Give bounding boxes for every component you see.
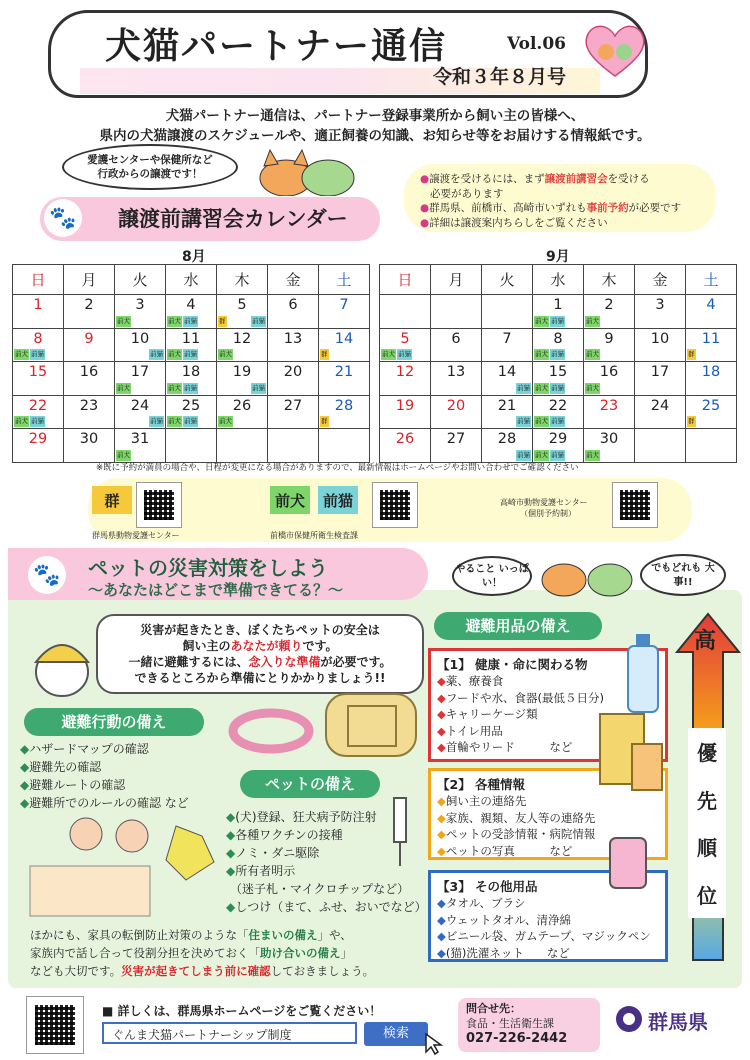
day-cell <box>686 429 737 463</box>
list-item: ◆避難所でのルールの確認 など <box>20 796 189 810</box>
cat-dog-illustration <box>256 148 356 196</box>
day-cell <box>268 429 319 463</box>
intro-line: 県内の犬猫譲渡のスケジュールや、適正飼養の知識、お知らせ等をお届けする情報紙です。 <box>99 128 651 144</box>
cat-dog-illustration <box>538 552 636 598</box>
list-item: ◆フードや水、食器(最低５日分) <box>437 690 604 705</box>
weekday-sat: 土 <box>686 265 737 295</box>
box-heading: 【2】 各種情報 <box>437 777 526 792</box>
takasaki-qr-code[interactable] <box>612 482 658 528</box>
weekday-thu: 木 <box>217 265 268 295</box>
closing-message <box>30 926 450 980</box>
phone-photo-icon <box>600 836 656 890</box>
gunma-qr-code[interactable] <box>136 482 182 528</box>
contact-box <box>458 998 600 1052</box>
list-item: ◆家族、親類、友人等の連絡先 <box>437 810 596 825</box>
list-item: ◆(猫)洗濯ネット など <box>437 945 570 960</box>
list-item: ◆避難先の確認 <box>20 760 102 774</box>
list-item: ◆ノミ・ダニ駆除 <box>226 846 320 860</box>
list-item: ◆避難ルートの確認 <box>20 778 126 792</box>
maebashi-label: 前橋市保健所衛生検査課 <box>270 531 358 540</box>
day-cell: 14 前猫 <box>482 362 533 396</box>
day-cell <box>217 429 268 463</box>
box-heading: 【3】 その他用品 <box>437 879 538 894</box>
intro-text <box>30 106 720 146</box>
schedule-caution: ※既に予約が満員の場合や、日程が変更になる場合がありますので、最新情報はホームページやお問い合わせでご確認ください <box>96 463 579 473</box>
day-cell: 30 前犬 <box>584 429 635 463</box>
speech-line: できるところから準備にとりかかりましょう!! <box>134 671 386 685</box>
homepage-qr-code[interactable] <box>26 996 84 1054</box>
contact-dept: 食品・生活衛生課 <box>466 1017 554 1030</box>
day-cell: 13 <box>431 362 482 396</box>
day-cell: 28 群 <box>319 395 370 429</box>
closing-line: ほかにも、家具の転倒防止対策のような「住まいの備え」や、 <box>30 928 352 942</box>
speech-line: 飼い主のあなたが頼りです。 <box>182 639 338 653</box>
contact-phone[interactable]: 027-226-2442 <box>466 1031 568 1046</box>
closing-line: 家族内で話し合って役割分担を決めておく「助け合いの備え」 <box>30 946 352 960</box>
list-item: ◆(犬)登録、狂犬病予防注射 <box>226 810 377 824</box>
list-item: ◆各種ワクチンの接種 <box>226 828 343 842</box>
list-item: ◆しつけ（まて、ふせ、おいでなど） <box>226 900 427 914</box>
heart-cat-dog-icon <box>580 20 650 80</box>
day-cell: 19 前猫 <box>217 362 268 396</box>
day-cell <box>380 295 431 329</box>
day-cell: 10 前猫 <box>115 328 166 362</box>
day-cell: 15 <box>13 362 64 396</box>
list-item: ◆薬、療養食 <box>437 674 504 688</box>
day-cell: 11 群 <box>686 328 737 362</box>
day-cell: 2 <box>64 295 115 329</box>
day-cell: 24 前猫 <box>115 395 166 429</box>
gunma-center-label: 群馬県動物愛護センター <box>92 531 180 540</box>
weekday-sun: 日 <box>13 265 64 295</box>
day-cell: 21 前猫 <box>482 395 533 429</box>
day-cell: 4 前犬 前猫 <box>166 295 217 329</box>
day-cell: 3 前犬 <box>115 295 166 329</box>
disaster-title: ペットの災害対策をしよう <box>8 548 428 600</box>
day-cell: 18 <box>686 362 737 396</box>
day-cell: 12 前犬 <box>217 328 268 362</box>
day-cell: 8 前犬 前猫 <box>13 328 64 362</box>
note-2: ●群馬県、前橋市、高崎市いずれも事前予約が必要です <box>420 202 682 214</box>
day-cell <box>635 429 686 463</box>
day-cell: 1 前犬 前猫 <box>533 295 584 329</box>
day-cell: 7 <box>482 328 533 362</box>
day-cell <box>431 295 482 329</box>
weekday-sun: 日 <box>380 265 431 295</box>
day-cell: 18 前犬 前猫 <box>166 362 217 396</box>
list-item: ◆ハザードマップの確認 <box>20 742 149 756</box>
day-cell: 9 <box>64 328 115 362</box>
newsletter-title: 犬猫パートナー通信 <box>105 26 448 67</box>
bullet-icon: ■ <box>102 1004 114 1018</box>
list-item: ◆ビニール袋、ガムテープ、マジックペン <box>437 929 651 943</box>
intro-line: 犬猫パートナー通信は、パートナー登録事業所から飼い主の皆様へ、 <box>165 108 585 124</box>
syringe-icon <box>380 790 420 870</box>
search-input[interactable]: ぐんま犬猫パートナーシップ制度 <box>102 1022 357 1044</box>
speech-line: 災害が起きたとき、ぼくたちペットの安全は <box>140 623 380 637</box>
day-cell: 19 <box>380 395 431 429</box>
maebashi-dog-tag: 前犬 <box>117 316 130 325</box>
list-item: ◆ウェットタオル、清浄綿 <box>437 912 571 927</box>
day-cell: 14 群 <box>319 328 370 362</box>
day-cell <box>166 429 217 463</box>
pet-prep-title: ペットの備え <box>240 770 380 798</box>
list-item: ◆ペットの写真 など <box>437 843 573 858</box>
day-cell: 12 <box>380 362 431 396</box>
day-cell: 23 <box>64 395 115 429</box>
disaster-subtitle: ～あなたはどこまで準備できてる？～ <box>88 581 344 599</box>
list-item: ◆タオル、ブラシ <box>437 896 526 910</box>
day-cell: 30 <box>64 429 115 463</box>
priority-char: 順 <box>697 836 717 861</box>
day-cell: 20 <box>431 395 482 429</box>
bubble-all-important: でもどれも 大事!! <box>640 554 726 596</box>
paw-icon: 🐾 <box>44 199 82 237</box>
search-button[interactable]: 検索 <box>364 1022 428 1046</box>
bubble-line: 行政からの譲渡です！ <box>97 168 203 180</box>
day-cell: 8 前犬 前猫 <box>533 328 584 362</box>
day-cell: 24 <box>635 395 686 429</box>
weekday-sat: 土 <box>319 265 370 295</box>
day-cell: 28 前猫 <box>482 429 533 463</box>
day-cell: 6 <box>268 295 319 329</box>
see-homepage-text: ■ 詳しくは、群馬県ホームページをご覧ください！ <box>102 1004 382 1018</box>
evacuation-list <box>20 740 189 812</box>
day-cell: 31 前犬 <box>115 429 166 463</box>
day-cell: 25 前犬 前猫 <box>166 395 217 429</box>
gunma-pref-logo-text: 群馬県 <box>648 1010 708 1034</box>
takasaki-label: 高崎市動物愛護センター <box>500 498 588 507</box>
list-item: ◆所有者明示 <box>226 864 296 878</box>
pet-food-icon <box>596 704 666 794</box>
day-cell: 26 <box>380 429 431 463</box>
weekday-tue: 火 <box>482 265 533 295</box>
gunma-badge: 群 <box>92 486 132 514</box>
day-cell: 22 前犬 前猫 <box>13 395 64 429</box>
day-cell: 20 <box>268 362 319 396</box>
weekday-wed: 水 <box>166 265 217 295</box>
weekday-mon: 月 <box>431 265 482 295</box>
day-cell: 27 <box>268 395 319 429</box>
supplies-title: 避難用品の備え <box>434 612 602 640</box>
sep-label: 9月 <box>546 249 570 265</box>
priority-char: 優 <box>697 741 717 766</box>
maebashi-dog-badge: 前犬 <box>270 486 310 514</box>
takasaki-sub: （個別予約制） <box>520 509 576 518</box>
volume-number: Vol.06 <box>507 34 567 54</box>
day-cell: 10 <box>635 328 686 362</box>
note-3: ●詳細は譲渡案内ちらしをご覧ください <box>420 216 608 229</box>
speech-line: 一緒に避難するには、念入りな準備が必要です。 <box>128 655 392 669</box>
day-cell: 5 群 前猫 <box>217 295 268 329</box>
pet-carrier-illustration <box>318 678 422 762</box>
priority-label <box>688 728 726 918</box>
day-cell: 3 <box>635 295 686 329</box>
weekday-wed: 水 <box>533 265 584 295</box>
day-cell: 16 <box>64 362 115 396</box>
cursor-icon <box>424 1032 446 1056</box>
family-with-pets-illustration <box>26 806 222 918</box>
priority-char: 先 <box>697 788 717 813</box>
day-cell: 16 前犬 <box>584 362 635 396</box>
list-item: ◆キャリーケージ類 <box>437 707 538 721</box>
day-cell <box>482 295 533 329</box>
day-cell: 7 <box>319 295 370 329</box>
paw-icon: 🐾 <box>28 556 66 594</box>
weekday-mon: 月 <box>64 265 115 295</box>
calendar-section-title: 譲渡前講習会カレンダー <box>40 197 380 241</box>
bubble-line: 愛護センターや保健所など <box>87 154 213 166</box>
day-cell: 1 <box>13 295 64 329</box>
bubble-lots-to-do: やること いっぱい！ <box>452 556 532 596</box>
day-cell: 6 <box>431 328 482 362</box>
administrative-transfer-bubble <box>62 144 238 190</box>
priority-high: 高 <box>694 629 717 654</box>
day-cell: 29 <box>13 429 64 463</box>
maebashi-qr-code[interactable] <box>372 482 418 528</box>
weekday-thu: 木 <box>584 265 635 295</box>
transfer-notes <box>404 164 716 232</box>
day-cell: 25 群 <box>686 395 737 429</box>
day-cell: 17 <box>635 362 686 396</box>
weekday-fri: 金 <box>635 265 686 295</box>
maebashi-cat-badge: 前猫 <box>318 486 358 514</box>
day-cell: 11 前犬 前猫 <box>166 328 217 362</box>
box-heading: 【1】 健康・命に関わる物 <box>437 657 588 672</box>
list-item: ◆首輪やリード など <box>437 740 573 754</box>
evacuation-prep-title: 避難行動の備え <box>24 708 204 736</box>
gunma-emblem-icon <box>614 1004 644 1034</box>
day-cell: 23 <box>584 395 635 429</box>
note-1: ●譲渡を受けるには、まず譲渡前講習会を受ける <box>420 173 650 185</box>
day-cell: 4 <box>686 295 737 329</box>
list-item: ◆ペットの受診情報・病院情報 <box>437 827 596 841</box>
list-item: （迷子札・マイクロチップなど） <box>230 882 410 896</box>
september-calendar <box>379 264 737 463</box>
weekday-tue: 火 <box>115 265 166 295</box>
list-item: ◆トイレ用品 <box>437 723 503 738</box>
closing-line: なども大切です。災害が起きてしまう前に確認しておきましょう。 <box>30 964 375 978</box>
day-cell: 17 前犬 <box>115 362 166 396</box>
list-item: ◆飼い主の連絡先 <box>437 794 527 808</box>
day-cell: 27 <box>431 429 482 463</box>
day-cell: 15 前犬 前猫 <box>533 362 584 396</box>
weekday-fri: 金 <box>268 265 319 295</box>
issue-date: 令和３年８月号 <box>433 66 567 88</box>
collar-illustration <box>226 706 316 756</box>
day-cell: 9 前犬 <box>584 328 635 362</box>
priority-char: 位 <box>697 883 717 908</box>
day-cell: 2 前犬 <box>584 295 635 329</box>
day-cell: 5 前犬 前猫 <box>380 328 431 362</box>
contact-label: 問合せ先： <box>466 1002 521 1015</box>
cat-helmet-illustration <box>22 622 102 702</box>
aug-label: 8月 <box>182 249 206 265</box>
august-calendar <box>12 264 370 463</box>
day-cell: 21 <box>319 362 370 396</box>
day-cell <box>319 429 370 463</box>
note-1-cont: 必要があります <box>430 187 504 200</box>
day-cell: 29 前犬 前猫 <box>533 429 584 463</box>
day-cell: 13 <box>268 328 319 362</box>
day-cell: 26 前犬 <box>217 395 268 429</box>
day-cell: 22 前犬 前猫 <box>533 395 584 429</box>
